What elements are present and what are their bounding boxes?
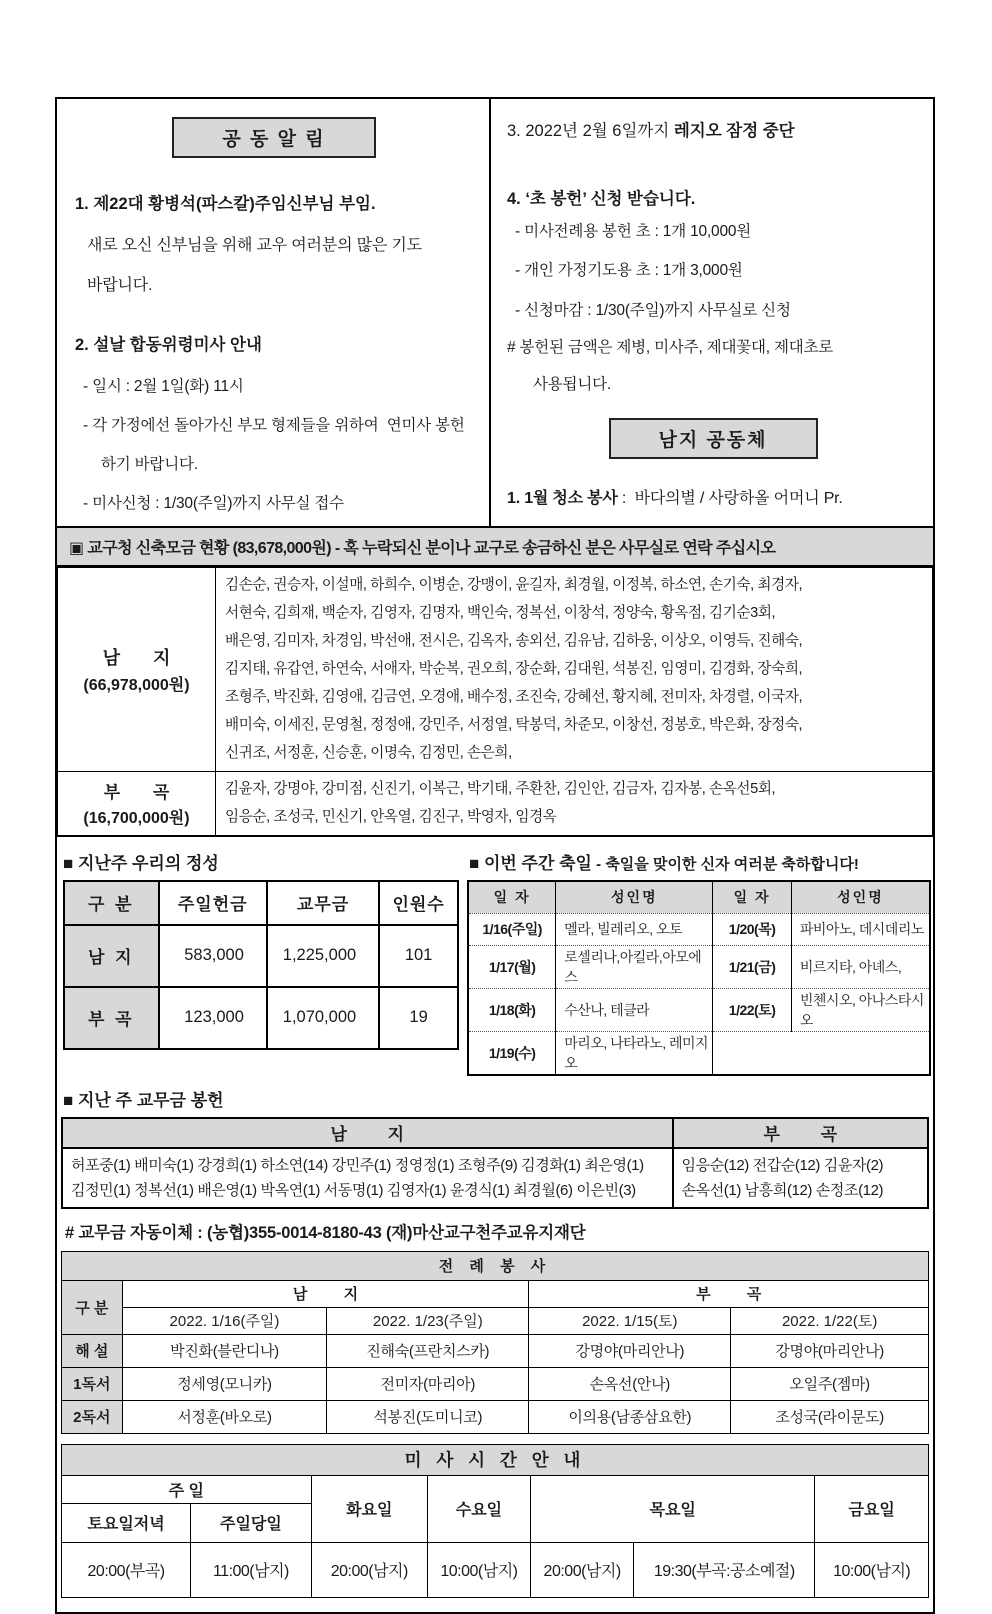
liturgy-group-namji: 남 지 bbox=[122, 1280, 529, 1307]
fund-banner bbox=[57, 528, 933, 567]
community-cleaning-label: 1. 1월 청소 봉사 bbox=[507, 490, 618, 508]
feast-date: 1/20(목) bbox=[713, 913, 792, 945]
mass-header-thursday: 목요일 bbox=[531, 1475, 815, 1542]
notice-item4-bullet: - 미사전례용 봉헌 초 : 1개 10,000원 bbox=[515, 223, 752, 241]
offering-header-count: 인원수 bbox=[379, 881, 458, 925]
fund-namji-names-line: 신귀조, 서정훈, 신승훈, 이명숙, 김정민, 손은희, bbox=[225, 744, 512, 761]
feast-days-title bbox=[467, 847, 931, 880]
mass-time-sat-evening: 20:00(부곡) bbox=[62, 1542, 191, 1597]
mass-group-row bbox=[62, 1475, 929, 1503]
liturgy-assignee: 서정훈(바오로) bbox=[122, 1400, 327, 1433]
offering-namji-sunday: 583,000 bbox=[159, 925, 267, 987]
liturgy-assignee: 정세영(모니카) bbox=[122, 1367, 327, 1400]
liturgy-group-bugok: 부 곡 bbox=[529, 1280, 929, 1307]
fund-namji-names-cell bbox=[216, 567, 933, 771]
notice-item2-title: 2. 설날 합동위령미사 안내 bbox=[75, 336, 262, 355]
fund-bugok-names-line: 임응순, 조성국, 민신기, 안옥열, 김진구, 박영자, 임경옥 bbox=[225, 808, 557, 825]
liturgy-assignee: 진해숙(프란치스카) bbox=[327, 1334, 529, 1367]
gyomu-body-row bbox=[62, 1148, 928, 1208]
feast-title-main: ■ 이번 주간 축일 bbox=[469, 853, 592, 873]
notice-item1-line: 새로 오신 신부님을 위해 교우 여러분의 많은 기도 bbox=[87, 236, 422, 254]
offering-namji-count: 101 bbox=[379, 925, 458, 987]
offering-header-category: 구 분 bbox=[64, 881, 159, 925]
notice-item3-bold: 레지오 잠정 중단 bbox=[673, 122, 795, 140]
offering-row-bugok bbox=[64, 987, 458, 1049]
mass-time-thursday-1: 20:00(남지) bbox=[531, 1542, 634, 1597]
fund-namji-name: 남 지 bbox=[102, 647, 185, 668]
feast-days-table bbox=[467, 880, 931, 1076]
liturgy-row-commentator bbox=[62, 1334, 929, 1367]
fund-bugok-label-cell bbox=[58, 771, 216, 836]
fund-banner-title: ▣ 교구청 신축모금 현황 (83,678,000원) bbox=[69, 539, 331, 557]
mass-time-section bbox=[57, 1444, 933, 1612]
mass-header-saturday-evening: 토요일저녁 bbox=[62, 1503, 191, 1542]
feast-saints: 수산나, 테클라 bbox=[556, 988, 713, 1031]
feast-header-row bbox=[468, 881, 930, 914]
mass-times-row bbox=[62, 1542, 929, 1597]
feast-date: 1/19(수) bbox=[468, 1031, 556, 1075]
announcements-section bbox=[57, 99, 933, 528]
offering-bugok-label: 부 곡 bbox=[64, 987, 159, 1049]
fund-bugok-names-line: 김윤자, 강명야, 강미점, 신진기, 이복근, 박기태, 주환찬, 김인안, 김금자, 김자봉, 손옥선5회, bbox=[225, 780, 776, 797]
mass-title-row bbox=[62, 1444, 929, 1475]
offering-header-row bbox=[64, 881, 458, 925]
notice-item4-bullet: - 개인 가정기도용 초 : 1개 3,000원 bbox=[515, 262, 743, 280]
notice-item3 bbox=[507, 119, 919, 145]
weekly-offering-table bbox=[63, 880, 459, 1050]
community-cleaning-item bbox=[507, 485, 919, 508]
feast-header-date1: 일 자 bbox=[468, 881, 556, 914]
notice-item1-title: 1. 제22대 황병석(파스칼)주임신부님 부임. bbox=[75, 195, 376, 213]
fund-namji-names-line: 서현숙, 김희재, 백순자, 김영자, 김명자, 백인숙, 정복선, 이창석, 정양숙, 황옥점, 김기순3회, bbox=[225, 604, 776, 621]
offering-row-namji bbox=[64, 925, 458, 987]
mass-header-tuesday: 화요일 bbox=[311, 1475, 427, 1542]
notice-item4-title: 4. ‘초 봉헌’ 신청 받습니다. bbox=[507, 189, 696, 208]
liturgy-assignee: 오일주(젬마) bbox=[731, 1367, 929, 1400]
feast-saints: 파비아노, 데시데리노 bbox=[791, 913, 930, 945]
feast-header-saint1: 성인명 bbox=[556, 881, 713, 914]
feast-header-saint2: 성인명 bbox=[791, 881, 930, 914]
liturgy-assignee: 석봉진(도미니코) bbox=[327, 1400, 529, 1433]
mass-header-sunday-group: 주 일 bbox=[62, 1475, 312, 1503]
liturgy-title: 전 례 봉 사 bbox=[62, 1251, 929, 1280]
mass-header-wednesday: 수요일 bbox=[427, 1475, 530, 1542]
gyomu-header-namji: 남 지 bbox=[62, 1118, 673, 1148]
notice-item2-bullet: - 각 가정에선 돌아가신 부모 형제들을 위하여 연미사 봉헌 bbox=[83, 416, 465, 434]
liturgy-section bbox=[57, 1251, 933, 1434]
fund-namji-amount: (66,978,000원) bbox=[83, 676, 190, 694]
fund-row-namji bbox=[58, 567, 933, 771]
fund-bugok-name: 부 곡 bbox=[103, 783, 184, 803]
feast-date: 1/22(토) bbox=[713, 988, 792, 1031]
fund-banner-note: - 혹 누락되신 분이나 교구로 송금하신 분은 사무실로 연락 주십시오 bbox=[331, 539, 776, 557]
gyomu-offering-table bbox=[61, 1117, 929, 1209]
liturgy-title-row bbox=[62, 1251, 929, 1280]
liturgy-row-label: 1독서 bbox=[62, 1367, 123, 1400]
feast-header-date2: 일 자 bbox=[713, 881, 792, 914]
liturgy-row-label: 해 설 bbox=[62, 1334, 123, 1367]
gyomu-bugok-line: 임응순(12) 전갑순(12) 김윤자(2) bbox=[681, 1156, 884, 1174]
liturgy-assignee: 손옥선(안나) bbox=[529, 1367, 731, 1400]
fund-namji-names-line: 김손순, 권승자, 이설매, 하희수, 이병순, 강맹이, 윤길자, 최경월, 이정복, 하소연, 손기숙, 최경자, bbox=[225, 576, 803, 593]
feast-saints: 멜라, 빌레리오, 오토 bbox=[556, 913, 713, 945]
gyomu-namji-line: 허포중(1) 배미숙(1) 강경희(1) 하소연(14) 강민주(1) 정영정(1) 조형주(9) 김경화(1) 최은영(1) bbox=[71, 1156, 644, 1174]
liturgy-table bbox=[61, 1251, 929, 1434]
gyomu-autopay-line: # 교무금 자동이체 : (농협)355-0014-8180-43 (재)마산교구천주교유지재단 bbox=[65, 1223, 586, 1242]
gyomu-offering-title: ■ 지난 주 교무금 봉헌 bbox=[63, 1090, 224, 1110]
feast-row bbox=[468, 945, 930, 988]
namji-community-title-box bbox=[609, 418, 818, 459]
gyomu-namji-line: 김정민(1) 정복선(1) 배은영(1) 박옥연(1) 서동명(1) 김영자(1) 윤경식(1) 최경월(6) 이은빈(3) bbox=[71, 1181, 636, 1199]
liturgy-row-reading1 bbox=[62, 1367, 929, 1400]
offering-bugok-sunday: 123,000 bbox=[159, 987, 267, 1049]
feast-title-sub: - 축일을 맞이한 신자 여러분 축하합니다! bbox=[591, 855, 859, 873]
mass-time-thursday-2: 19:30(부곡:공소예절) bbox=[634, 1542, 815, 1597]
offering-namji-gyomu: 1,225,000 bbox=[267, 925, 379, 987]
gyomu-bugok-line: 손옥선(1) 남흥희(12) 손정조(12) bbox=[681, 1181, 884, 1199]
weekly-offering-title: ■ 지난주 우리의 정성 bbox=[63, 853, 219, 873]
liturgy-assignee: 조성국(라이문도) bbox=[731, 1400, 929, 1433]
gyomu-header-bugok: 부 곡 bbox=[673, 1118, 928, 1148]
feast-row bbox=[468, 1031, 930, 1075]
mass-header-friday: 금요일 bbox=[815, 1475, 929, 1542]
fund-bugok-names-cell bbox=[216, 771, 933, 836]
offering-bugok-count: 19 bbox=[379, 987, 458, 1049]
offering-bugok-gyomu: 1,070,000 bbox=[267, 987, 379, 1049]
notice-item2-bullet: 하기 바랍니다. bbox=[101, 456, 198, 474]
mass-header-sunday-day: 주일당일 bbox=[191, 1503, 312, 1542]
notice-item4-note: # 봉헌된 금액은 제병, 미사주, 제대꽃대, 제대초로 bbox=[507, 338, 834, 356]
liturgy-dates-row bbox=[62, 1307, 929, 1334]
fund-namji-names-line: 조형주, 박진화, 김영애, 김금연, 오경애, 배수정, 조진숙, 강혜선, 황지혜, 전미자, 차경렬, 이국자, bbox=[225, 688, 803, 705]
fund-row-bugok bbox=[58, 771, 933, 836]
offering-header-gyomu: 교무금 bbox=[267, 881, 379, 925]
gyomu-offering-section bbox=[57, 1076, 933, 1251]
weekly-offering-block bbox=[57, 847, 461, 1076]
liturgy-group-row bbox=[62, 1280, 929, 1307]
notice-item2-bullet: - 일시 : 2월 1일(화) 11시 bbox=[83, 377, 244, 395]
liturgy-date: 2022. 1/16(주일) bbox=[122, 1307, 327, 1334]
mass-time-tuesday: 20:00(남지) bbox=[311, 1542, 427, 1597]
notice-item3-prefix: 3. 2022년 2월 6일까지 bbox=[507, 122, 674, 140]
liturgy-assignee: 강명야(마리안나) bbox=[731, 1334, 929, 1367]
fund-namji-names-line: 김지태, 유갑연, 하연숙, 서애자, 박순복, 권오희, 장순화, 김대원, 석봉진, 임영미, 김경화, 장숙희, bbox=[225, 660, 803, 677]
offering-header-sunday: 주일헌금 bbox=[159, 881, 267, 925]
liturgy-assignee: 이의용(남종삼요한) bbox=[529, 1400, 731, 1433]
fund-namji-label-cell bbox=[58, 567, 216, 771]
feast-saints: 마리오, 나타라노, 레미지오 bbox=[556, 1031, 713, 1075]
liturgy-date: 2022. 1/15(토) bbox=[529, 1307, 731, 1334]
mass-time-table bbox=[61, 1444, 929, 1598]
notice-item1-line: 바랍니다. bbox=[87, 277, 153, 295]
feast-saints: 빈첸시오, 아나스타시오 bbox=[791, 988, 930, 1031]
fund-table bbox=[57, 567, 933, 837]
feast-date: 1/16(주일) bbox=[468, 913, 556, 945]
feast-saints: 로셀리나,아킬라,아모에스 bbox=[556, 945, 713, 988]
notice-item2-bullet: - 미사신청 : 1/30(주일)까지 사무실 접수 bbox=[83, 495, 344, 513]
feast-days-block bbox=[461, 847, 933, 1076]
notice-item4-bullet: - 신청마감 : 1/30(주일)까지 사무실로 신청 bbox=[515, 301, 791, 319]
community-cleaning-value: : 바다의별 / 사랑하올 어머니 Pr. bbox=[617, 490, 843, 508]
gyomu-bugok-cell bbox=[673, 1148, 928, 1208]
fund-namji-names-line: 배은영, 김미자, 차경임, 박선애, 전시은, 김옥자, 송외선, 김유남, 김하웅, 이상오, 이영득, 진해숙, bbox=[225, 632, 803, 649]
announcements-left-column bbox=[57, 99, 491, 526]
gyomu-header-row bbox=[62, 1118, 928, 1148]
fund-namji-names-line: 배미숙, 이세진, 문영철, 정정애, 강민주, 서정열, 탁봉덕, 차준모, 이창선, 정봉호, 박은화, 장정숙, bbox=[225, 716, 803, 733]
middle-section bbox=[57, 837, 933, 1076]
mass-time-friday: 10:00(남지) bbox=[815, 1542, 929, 1597]
feast-saints: 비르지타, 아녜스, bbox=[791, 945, 930, 988]
feast-date: 1/18(화) bbox=[468, 988, 556, 1031]
fund-bugok-amount: (16,700,000원) bbox=[83, 810, 190, 828]
feast-empty-cell bbox=[713, 1031, 930, 1075]
feast-row bbox=[468, 988, 930, 1031]
gyomu-namji-cell bbox=[62, 1148, 673, 1208]
liturgy-row-reading2 bbox=[62, 1400, 929, 1433]
offering-namji-label: 남 지 bbox=[64, 925, 159, 987]
bulletin-page bbox=[55, 97, 935, 1614]
feast-date: 1/21(금) bbox=[713, 945, 792, 988]
liturgy-assignee: 전미자(마리아) bbox=[327, 1367, 529, 1400]
notice-item4-note: 사용됩니다. bbox=[533, 376, 611, 394]
liturgy-category-label: 구 분 bbox=[62, 1280, 123, 1334]
common-notice-title: 공 동 알 림 bbox=[222, 129, 326, 150]
liturgy-assignee: 강명야(마리안나) bbox=[529, 1334, 731, 1367]
mass-time-wednesday: 10:00(남지) bbox=[427, 1542, 530, 1597]
feast-date: 1/17(월) bbox=[468, 945, 556, 988]
announcements-right-column bbox=[491, 99, 933, 526]
liturgy-date: 2022. 1/22(토) bbox=[731, 1307, 929, 1334]
liturgy-date: 2022. 1/23(주일) bbox=[327, 1307, 529, 1334]
common-notice-title-box bbox=[172, 117, 376, 158]
namji-community-title: 남지 공동체 bbox=[658, 430, 768, 452]
mass-time-title: 미 사 시 간 안 내 bbox=[62, 1444, 929, 1475]
liturgy-assignee: 박진화(블란디나) bbox=[122, 1334, 327, 1367]
feast-row bbox=[468, 913, 930, 945]
mass-time-sunday: 11:00(남지) bbox=[191, 1542, 312, 1597]
liturgy-row-label: 2독서 bbox=[62, 1400, 123, 1433]
